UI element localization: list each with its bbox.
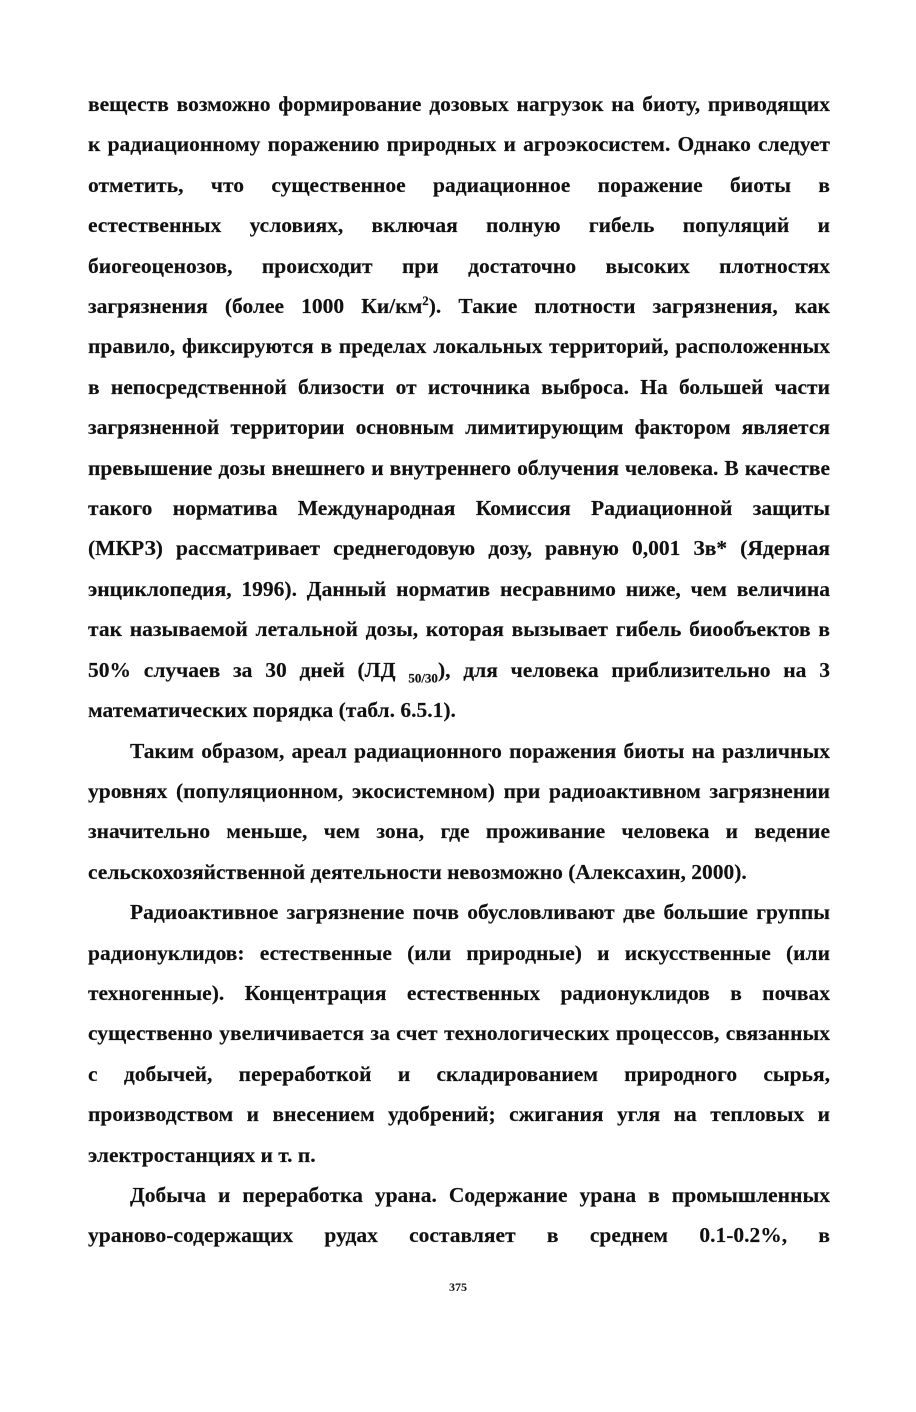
paragraph-1 xyxy=(88,84,830,731)
subscript-ld: 50/30 xyxy=(408,669,438,685)
page-number: 375 xyxy=(449,1280,467,1294)
paragraph-1-part-2: ). Такие плотности загрязнения, как правило, фиксируются в пределах локальных территорий, расположенных в непосредственной близости от источника выброса. На большей части загрязненной территории основным лимитирующим фактором является превышение дозы внешнего и внутреннего облучения человека. В качестве такого норматива Международная Комиссия Радиационной защиты (МКРЗ) рассматривает среднегодовую дозу, равную 0,001 Зв* (Ядерная энциклопедия, 1996). Данный норматив несравнимо ниже, чем величина так называемой летальной дозы, которая вызывает гибель биообъектов в 50% случаев за 30 дней (ЛД xyxy=(88,294,830,682)
paragraph-2 xyxy=(88,731,830,893)
paragraph-3-text: Радиоактивное загрязнение почв обусловливают две большие группы радионуклидов: естественные (или природные) и искусственные (или техногенные). Концентрация естественных радионуклидов в почвах существенно увеличивается за счет технологических процессов, связанных с добычей, переработкой и складированием природного сырья, производством и внесением удобрений; сжигания угля на тепловых и электростанциях и т. п. xyxy=(88,900,830,1167)
paragraph-4-text: Добыча и переработка урана. Содержание урана в промышленных ураново-содержащих рудах составляет в среднем 0.1-0.2%, в xyxy=(88,1182,830,1248)
paragraph-1-part-3: ), для человека приблизительно на 3 математических порядка (табл. 6.5.1). xyxy=(88,657,830,723)
paragraph-2-text: Таким образом, ареал радиационного поражения биоты на различных уровнях (популяционном, экосистемном) при радиоактивном загрязнении значительно меньше, чем зона, где проживание человека и ведение сельскохозяйственной деятельности невозможно (Алексахин, 2000). xyxy=(88,738,830,884)
paragraph-1-part-1: веществ возможно формирование дозовых нагрузок на биоту, приводящих к радиационному поражению природных и агроэкосистем. Однако следует отметить, что существенное радиационное поражение биоты в естественных условиях, включая полную гибель популяций и биогеоценозов, происходит при достаточно высоких плотностях загрязнения (более 1000 Ки/км xyxy=(88,92,830,319)
paragraph-4 xyxy=(88,1175,830,1256)
body-text xyxy=(88,84,830,1256)
superscript-2: 2 xyxy=(422,292,429,308)
paragraph-3 xyxy=(88,892,830,1175)
